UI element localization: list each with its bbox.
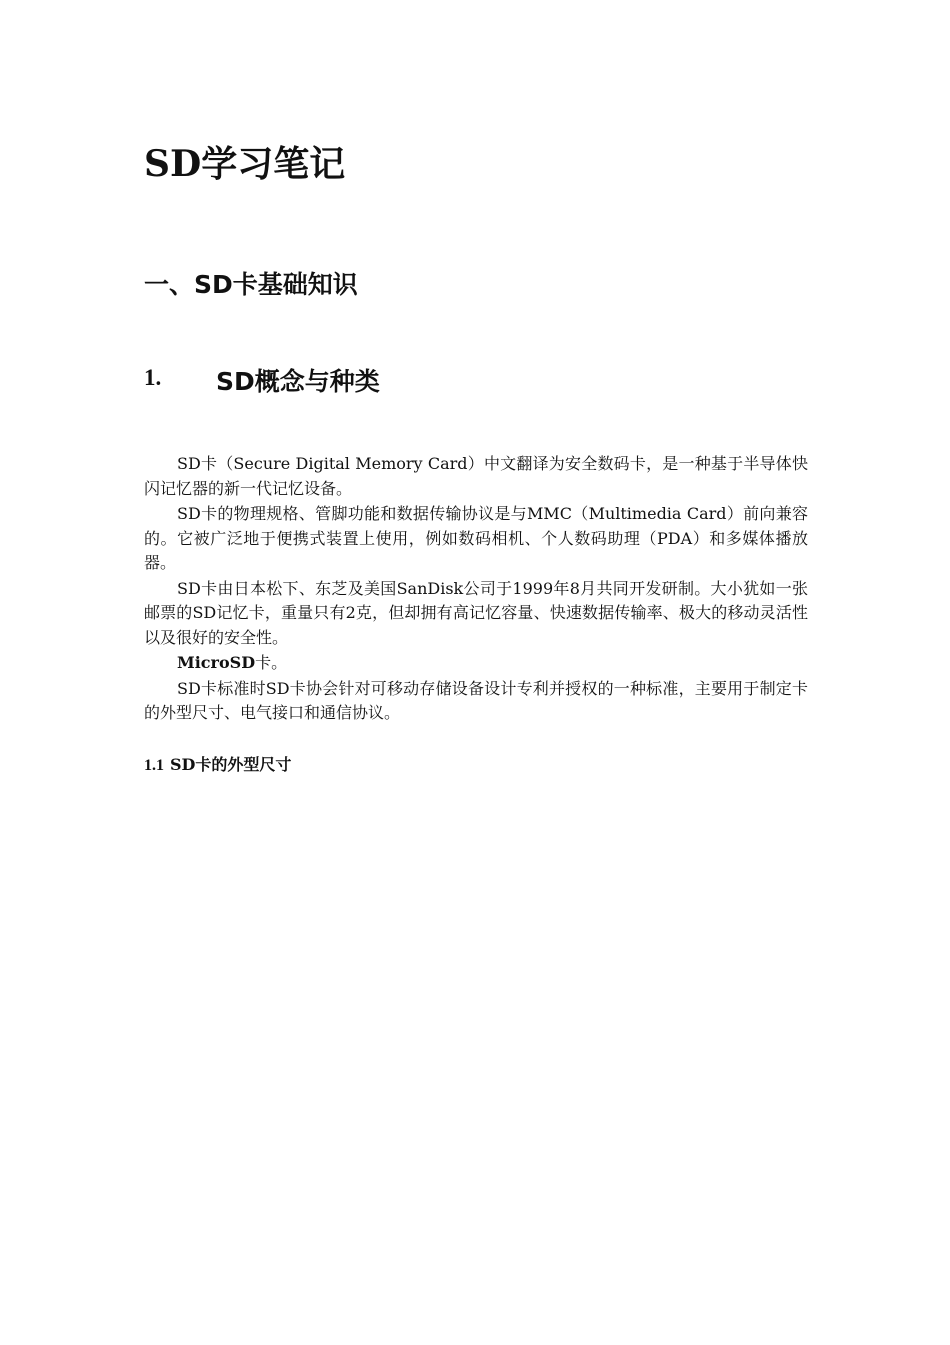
microsd-rest: 卡。 xyxy=(255,653,288,672)
microsd-term: MicroSD xyxy=(177,653,256,672)
body-text xyxy=(144,452,808,726)
subsubsection-number: 1.1 xyxy=(144,757,164,774)
document-title: SD学习笔记 xyxy=(144,143,346,185)
paragraph: SD卡的物理规格、管脚功能和数据传输协议是与MMC（Multimedia Card）前向兼容的。它被广泛地于便携式装置上使用，例如数码相机、个人数码助理（PDA）和多媒体播放器。 xyxy=(144,504,808,572)
subsection-heading xyxy=(144,362,380,396)
subsubsection-heading xyxy=(144,752,291,775)
subsection-label: SD概念与种类 xyxy=(216,367,380,396)
paragraph: SD卡标准时SD卡协会针对可移动存储设备设计专利并授权的一种标准，主要用于制定卡的外型尺寸、电气接口和通信协议。 xyxy=(144,678,808,722)
subsection-number: 1. xyxy=(144,365,162,390)
section-heading: 一、SD卡基础知识 xyxy=(144,270,358,299)
subsubsection-label: SD卡的外型尺寸 xyxy=(170,755,292,774)
paragraph-microsd xyxy=(144,651,808,676)
paragraph: SD卡（Secure Digital Memory Card）中文翻译为安全数码卡，是一种基于半导体快闪记忆器的新一代记忆设备。 xyxy=(144,454,808,498)
paragraph: SD卡由日本松下、东芝及美国SanDisk公司于1999年8月共同开发研制。大小犹如一张邮票的SD记忆卡，重量只有2克，但却拥有高记忆容量、快速数据传输率、极大的移动灵活性以及很好的安全性。 xyxy=(144,578,808,647)
